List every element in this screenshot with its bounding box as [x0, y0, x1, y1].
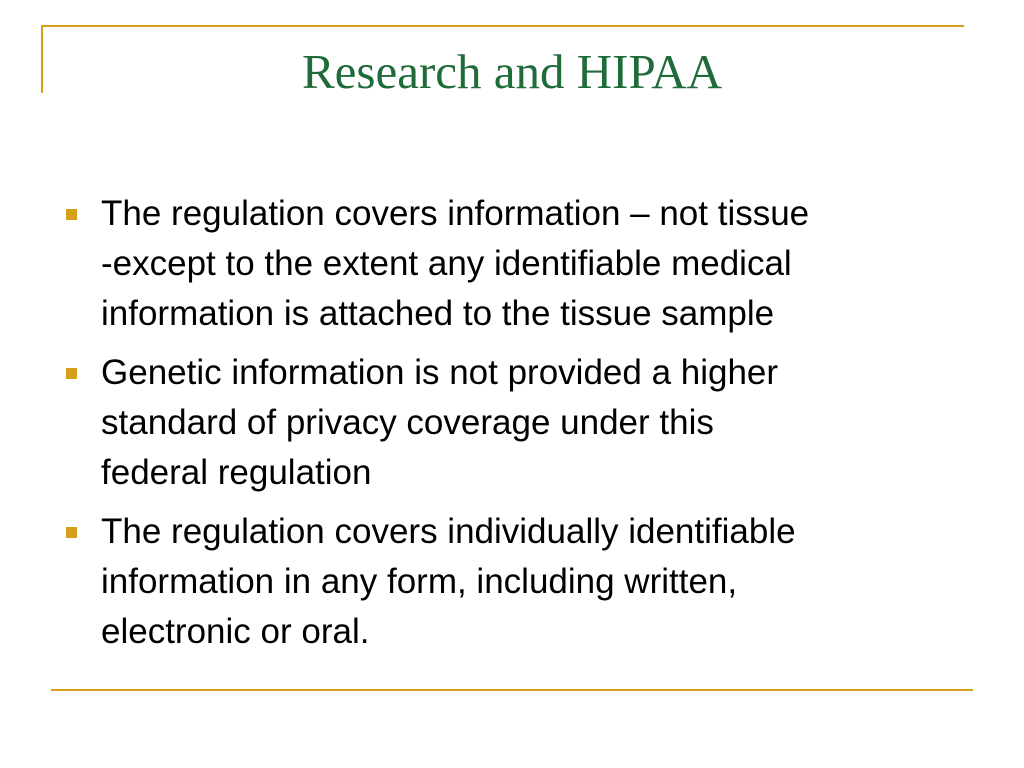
- bullet-line: information in any form, including written,: [101, 562, 738, 601]
- frame-bottom-line: [51, 689, 973, 691]
- bullet-line: The regulation covers information – not tissue: [101, 194, 810, 233]
- bullet-line: standard of privacy coverage under this: [101, 403, 714, 442]
- bullet-line: information is attached to the tissue sample: [101, 294, 775, 333]
- bullet-list: [66, 189, 966, 666]
- bullet-line: -except to the extent any identifiable medical: [101, 244, 792, 283]
- square-bullet-icon: [66, 209, 77, 220]
- bullet-line: Genetic information is not provided a higher: [101, 353, 779, 392]
- frame-top-line: [41, 25, 964, 27]
- square-bullet-icon: [66, 527, 77, 538]
- bullet-item: [66, 348, 966, 498]
- square-bullet-icon: [66, 368, 77, 379]
- bullet-line: electronic or oral.: [101, 612, 370, 651]
- bullet-item: [66, 507, 966, 657]
- slide-title: Research and HIPAA: [301, 44, 723, 99]
- bullet-line: federal regulation: [101, 453, 372, 492]
- bullet-item: [66, 189, 966, 339]
- bullet-line: The regulation covers individually identifiable: [101, 512, 796, 551]
